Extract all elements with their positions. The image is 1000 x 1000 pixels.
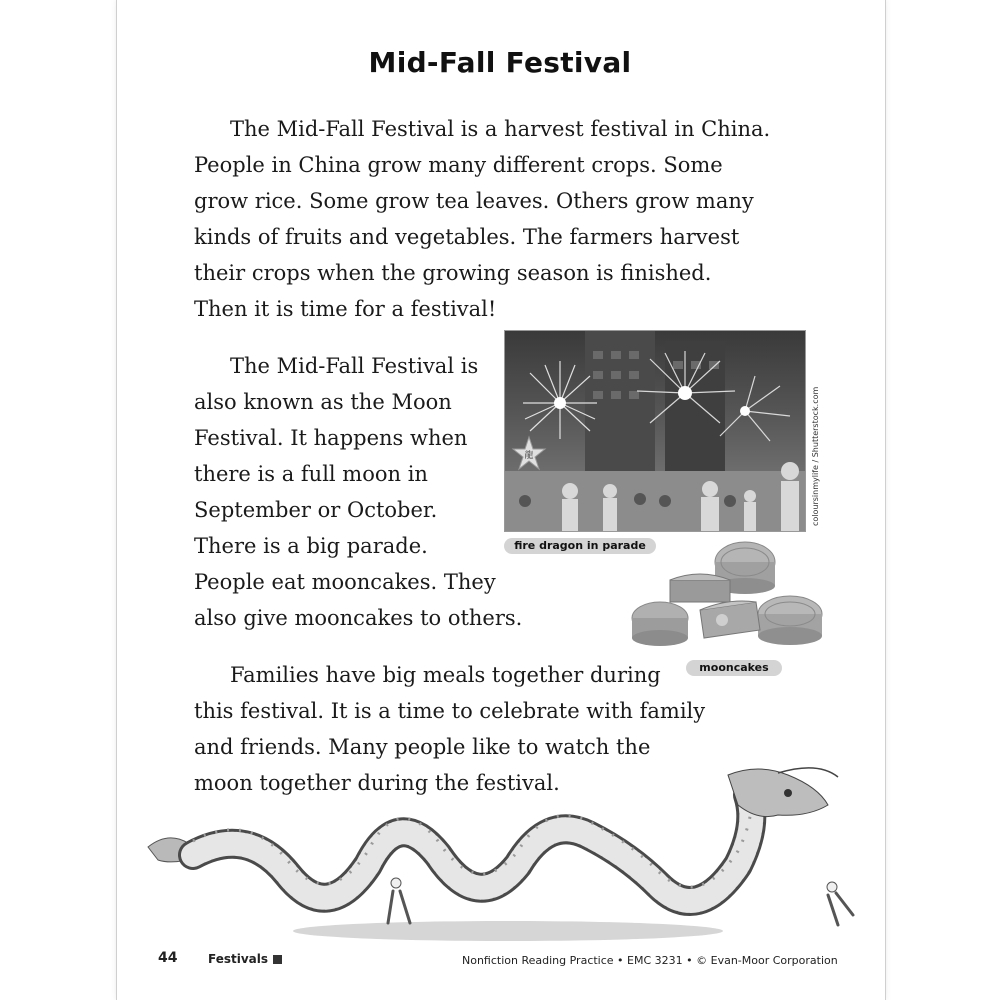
text-line: Festival. It happens when [194, 426, 468, 450]
text-line: The Mid-Fall Festival is [230, 354, 479, 378]
fire-dragon-photo [504, 330, 806, 532]
mooncakes-image [630, 540, 830, 652]
text-line: There is a big parade. [194, 534, 428, 558]
text-line: People eat mooncakes. They [194, 570, 496, 594]
page-title: Mid-Fall Festival [368, 46, 632, 79]
photo-caption: fire dragon in parade [504, 538, 656, 554]
photo-credit-text: coloursinmylife / Shutterstock.com [811, 386, 820, 526]
page-number: 44 [158, 950, 178, 966]
text-line: kinds of fruits and vegetables. The farmers harvest [194, 225, 740, 249]
text-line: People in China grow many different crops. Some [194, 153, 723, 177]
mooncakes-caption: mooncakes [686, 660, 782, 676]
text-line: there is a full moon in [194, 462, 428, 486]
text-line: Families have big meals together during [230, 663, 661, 687]
text-line: grow rice. Some grow tea leaves. Others grow many [194, 189, 754, 213]
section-marker-icon [273, 955, 282, 964]
parade-sign-text: 龍 [524, 451, 534, 461]
dragon-illustration [138, 765, 868, 945]
text-line: their crops when the growing season is finished. [194, 261, 712, 285]
text-line: and friends. Many people like to watch the [194, 735, 651, 759]
text-line: also known as the Moon [194, 390, 452, 414]
text-line: Then it is time for a festival! [194, 297, 497, 321]
text-line: this festival. It is a time to celebrate with family [194, 699, 706, 723]
text-line: moon together during the festival. [194, 771, 560, 795]
paragraph-intro [194, 111, 770, 327]
publisher-info: Nonfiction Reading Practice • EMC 3231 • © Evan-Moor Corporation [462, 954, 838, 967]
paragraph-moon-festival [194, 348, 522, 636]
parade-scene-illustration [505, 331, 805, 531]
text-line: The Mid-Fall Festival is a harvest festival in China. [230, 117, 771, 141]
text-line: also give mooncakes to others. [194, 606, 523, 630]
photo-credit [808, 334, 822, 530]
text-line: September or October. [194, 498, 438, 522]
section-name: Festivals [208, 952, 269, 966]
